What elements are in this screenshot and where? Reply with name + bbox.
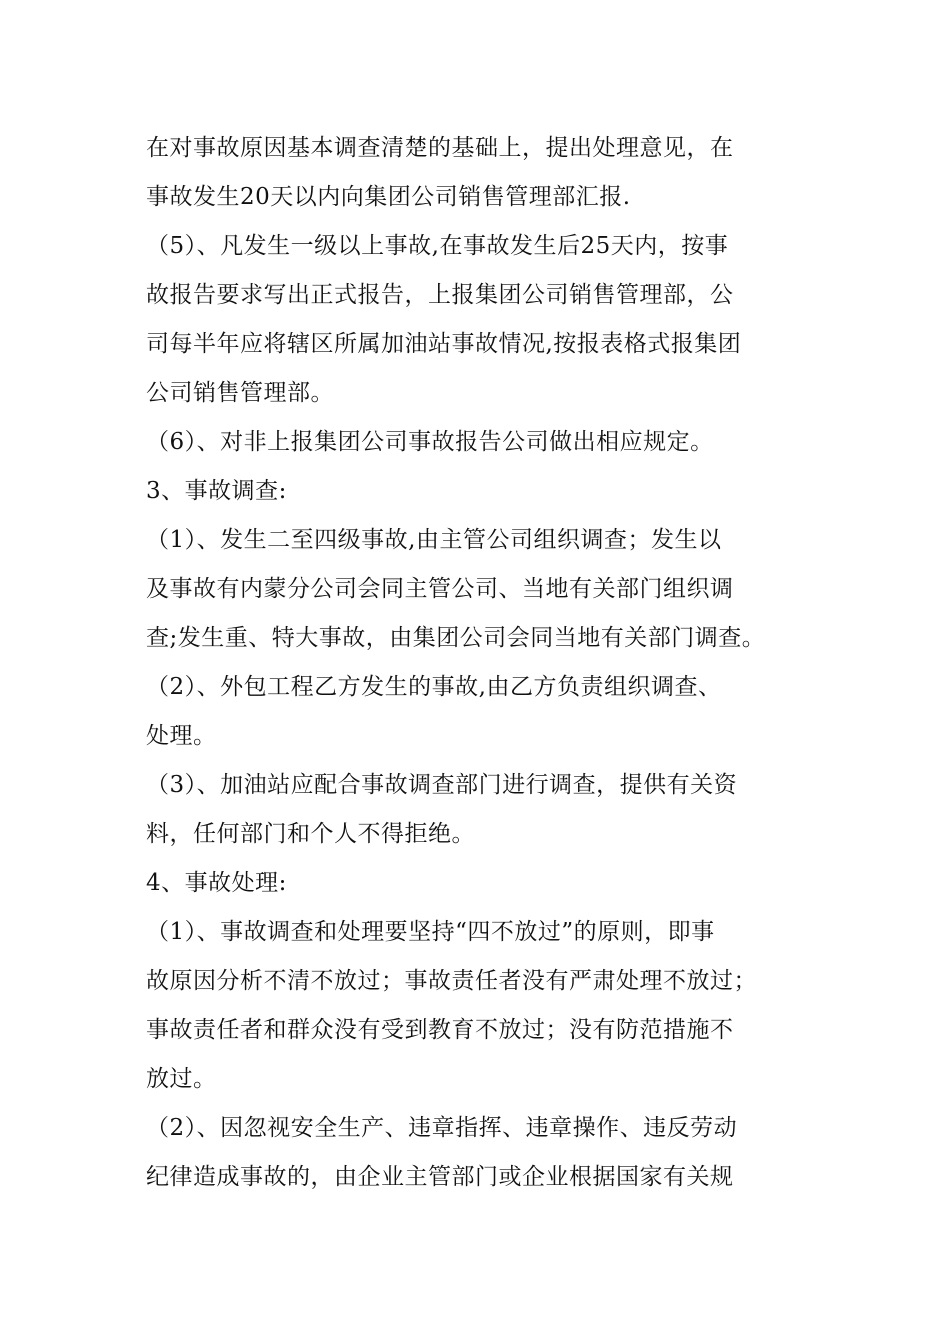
text-line: （6）、对非上报集团公司事故报告公司做出相应规定。 — [146, 429, 714, 455]
text-line: （2）、外包工程乙方发生的事故,由乙方负责组织调查、 — [146, 674, 722, 700]
text-line: 查;发生重、特大事故，由集团公司会同当地有关部门调查。 — [146, 625, 766, 651]
document-body — [146, 124, 818, 1202]
text-line: 处理。 — [146, 723, 217, 749]
text-line: 故报告要求写出正式报告，上报集团公司销售管理部，公 — [146, 282, 734, 308]
section-heading: 4、事故处理: — [146, 870, 287, 896]
text-line: 事故责任者和群众没有受到教育不放过；没有防范措施不 — [146, 1017, 734, 1043]
text-line: （1）、事故调查和处理要坚持“四不放过”的原则，即事 — [146, 919, 715, 945]
text-line: 事故发生20天以内向集团公司销售管理部汇报. — [146, 184, 631, 210]
text-line: 在对事故原因基本调查清楚的基础上，提出处理意见，在 — [146, 135, 734, 161]
text-line: 公司销售管理部。 — [146, 380, 334, 406]
section-heading: 3、事故调查: — [146, 478, 287, 504]
text-line: 故原因分析不清不放过；事故责任者没有严肃处理不放过； — [146, 968, 757, 994]
text-line: 纪律造成事故的，由企业主管部门或企业根据国家有关规 — [146, 1164, 734, 1190]
text-line: （3）、加油站应配合事故调查部门进行调查，提供有关资 — [146, 772, 738, 798]
text-line: （1）、发生二至四级事故,由主管公司组织调查；发生以 — [146, 527, 722, 553]
text-line: （5）、凡发生一级以上事故,在事故发生后25天内，按事 — [146, 233, 729, 259]
text-line: 司每半年应将辖区所属加油站事故情况,按报表格式报集团 — [146, 331, 742, 357]
text-line: 放过。 — [146, 1066, 217, 1092]
text-line: 及事故有内蒙分公司会同主管公司、当地有关部门组织调 — [146, 576, 734, 602]
text-line: 料，任何部门和个人不得拒绝。 — [146, 821, 475, 847]
text-line: （2）、因忽视安全生产、违章指挥、违章操作、违反劳动 — [146, 1115, 738, 1141]
